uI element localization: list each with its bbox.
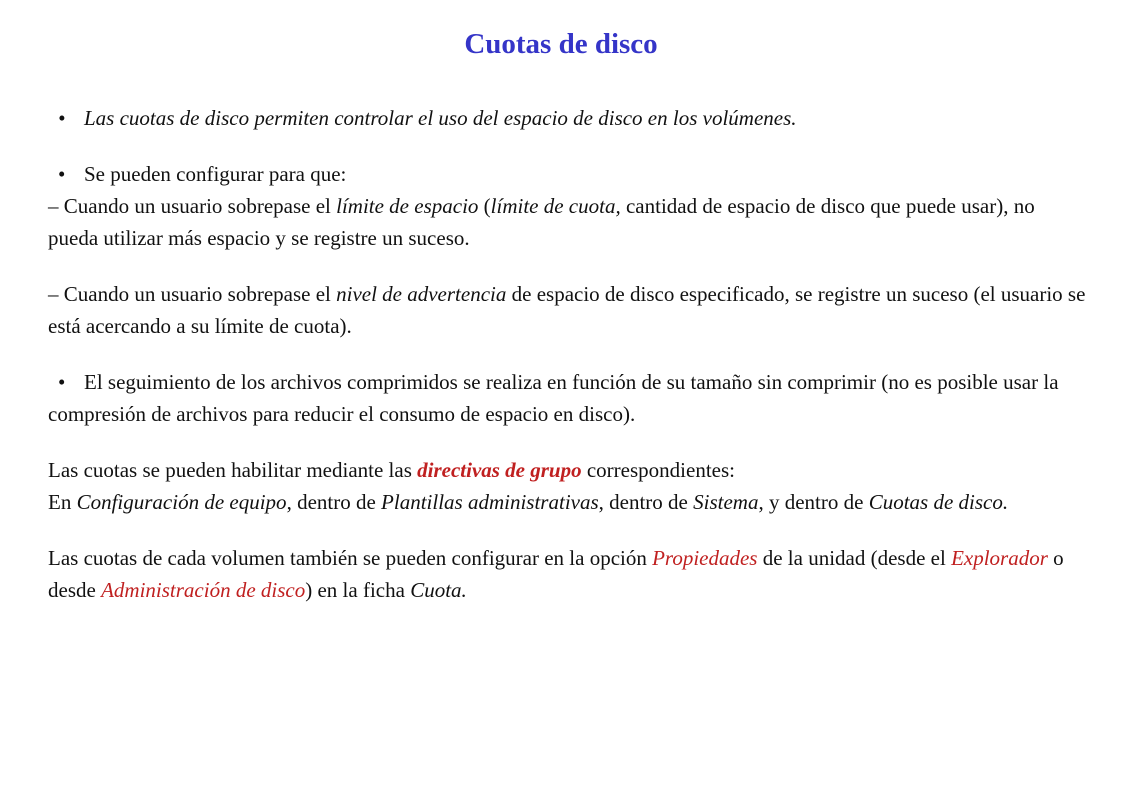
term-space-limit: límite de espacio <box>336 194 479 218</box>
paragraph-policy-path <box>48 486 1088 518</box>
spacer <box>48 254 1088 278</box>
text-run: , dentro de <box>598 490 694 514</box>
bullet-paragraph-config <box>48 158 1088 190</box>
group-policy-link[interactable]: directivas de grupo <box>417 458 582 482</box>
text-run: ( <box>478 194 491 218</box>
bullet-paragraph-intro <box>48 102 1088 134</box>
compressed-text: El seguimiento de los archivos comprimidos se realiza en función de su tamaño sin comprimir (no es posible usar la compresión de archivos para reducir el consumo de espacio en disco). <box>48 370 1059 426</box>
slide-body <box>48 102 1088 606</box>
page-title: Cuotas de disco <box>464 28 658 60</box>
text-run: correspondientes: <box>581 458 735 482</box>
text-run: Las cuotas de cada volumen también se pueden configurar en la opción <box>48 546 653 570</box>
term-admin-templates: Plantillas administrativas <box>381 490 599 514</box>
spacer <box>48 342 1088 366</box>
disk-management-link[interactable]: Administración de disco <box>101 578 306 602</box>
text-run: o desde <box>48 546 1064 602</box>
text-run: – Cuando un usuario sobrepase el <box>48 194 337 218</box>
paragraph-volume-quotas <box>48 542 1088 606</box>
paragraph-group-policy <box>48 454 1088 486</box>
text-run: , dentro de <box>286 490 382 514</box>
text-run: cantidad de espacio de disco que puede usar), no pueda utilizar más espacio y se registre un suceso. <box>48 194 1035 250</box>
spacer <box>48 134 1088 158</box>
term-disk-quotas: Cuotas de disco. <box>868 490 1009 514</box>
config-intro-text: Se pueden configurar para que: <box>84 162 347 186</box>
bullet-paragraph-compressed <box>48 366 1088 430</box>
spacer <box>48 518 1088 542</box>
term-computer-config: Configuración de equipo <box>76 490 287 514</box>
properties-link[interactable]: Propiedades <box>652 546 758 570</box>
term-quota-tab: Cuota. <box>410 578 467 602</box>
text-run: de espacio de disco especificado, se registre un suceso (el usuario se está acercando a su límite de cuota). <box>48 282 1086 338</box>
paragraph-warning-level <box>48 278 1088 342</box>
bullet-icon: • <box>58 162 66 186</box>
term-quota-limit: límite de cuota, <box>490 194 621 218</box>
bullet-icon: • <box>58 106 66 130</box>
explorer-link[interactable]: Explorador <box>951 546 1048 570</box>
term-system: Sistema <box>693 490 759 514</box>
bullet-icon: • <box>58 370 66 394</box>
spacer <box>48 430 1088 454</box>
text-run: – Cuando un usuario sobrepase el <box>48 282 337 306</box>
text-run: ) en la ficha <box>305 578 411 602</box>
paragraph-space-limit <box>48 190 1088 254</box>
text-run: , y dentro de <box>758 490 869 514</box>
term-warning-level: nivel de advertencia <box>336 282 507 306</box>
text-run: de la unidad (desde el <box>757 546 952 570</box>
text-run: En <box>48 490 77 514</box>
text-run: Las cuotas se pueden habilitar mediante las <box>48 458 418 482</box>
intro-text: Las cuotas de disco permiten controlar el uso del espacio de disco en los volúmenes. <box>84 106 797 130</box>
